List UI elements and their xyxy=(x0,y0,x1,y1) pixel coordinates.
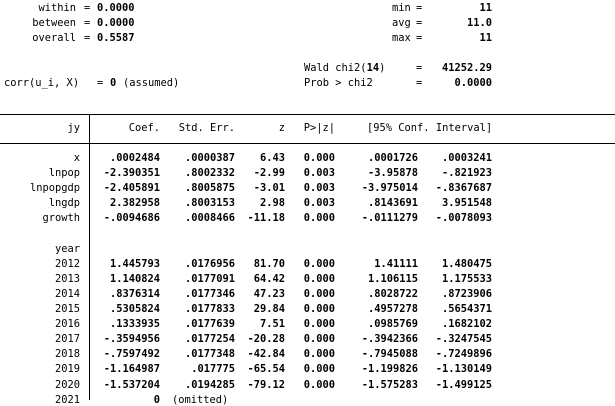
cell-p: 0.000 xyxy=(303,333,335,346)
row-label: lngdp xyxy=(48,197,80,210)
cell-ci-low: -1.575283 xyxy=(361,378,418,391)
cell-omitted-note: (omitted) xyxy=(172,393,229,406)
cell-se: .0000387 xyxy=(184,152,235,164)
cell-ci-low: -3.95878 xyxy=(367,167,418,180)
row-label: 2015 xyxy=(54,303,80,315)
cell-se: .0194285 xyxy=(184,378,235,391)
cell-z: -20.28 xyxy=(247,333,285,346)
cell-p: 0.000 xyxy=(303,363,335,376)
min-value: 11 xyxy=(479,2,492,14)
cell-ci-high: -.3247545 xyxy=(435,333,492,346)
cell-se: .0177091 xyxy=(184,272,235,285)
prob-eq: = xyxy=(416,77,423,89)
cell-se: .0008466 xyxy=(184,212,235,225)
cell-ci-low: -.7945088 xyxy=(361,348,418,361)
cell-se: .8005875 xyxy=(184,182,235,195)
cell-p: 0.000 xyxy=(303,348,335,361)
prob-value: 0.0000 xyxy=(454,77,492,89)
cell-p: 0.003 xyxy=(303,182,335,195)
wald-label: Wald chi2(14) xyxy=(304,62,386,74)
overall-value: 0.5587 xyxy=(97,32,135,44)
cell-ci-low: -1.199826 xyxy=(361,363,418,376)
year-group-label: year xyxy=(54,242,80,255)
cell-z: 2.98 xyxy=(259,197,285,210)
avg-value: 11.0 xyxy=(466,17,492,29)
cell-ci-high: 1.175533 xyxy=(441,272,492,285)
cell-p: 0.000 xyxy=(303,152,335,164)
corr-eq: = xyxy=(97,77,104,89)
cell-coef: 0 xyxy=(153,393,160,406)
row-label: lnpopgdp xyxy=(29,182,80,195)
header-z: z xyxy=(278,122,285,134)
row-label: 2021 xyxy=(54,393,80,406)
row-label: growth xyxy=(42,212,80,225)
table-header-rule xyxy=(0,143,615,144)
cell-ci-high: .8723906 xyxy=(441,287,492,300)
within-label: within xyxy=(38,2,76,14)
cell-z: -42.84 xyxy=(247,348,285,361)
avg-label: avg xyxy=(392,17,411,29)
overall-label: overall xyxy=(32,32,76,44)
cell-z: -11.18 xyxy=(247,212,285,225)
cell-p: 0.000 xyxy=(303,303,335,315)
min-eq: = xyxy=(416,2,423,14)
cell-z: -2.99 xyxy=(253,167,285,180)
cell-coef: -.0094686 xyxy=(103,212,160,225)
prob-label: Prob > chi2 xyxy=(304,77,373,89)
cell-ci-low: -3.975014 xyxy=(361,182,418,195)
cell-coef: -1.537204 xyxy=(103,378,160,391)
cell-se: .8003153 xyxy=(184,197,235,210)
cell-ci-high: -1.130149 xyxy=(435,363,492,376)
cell-coef: -2.390351 xyxy=(103,167,160,180)
table-divider xyxy=(89,114,90,400)
cell-ci-high: 3.951548 xyxy=(441,197,492,210)
cell-se: .017775 xyxy=(191,363,235,376)
cell-coef: .1333935 xyxy=(109,318,160,331)
cell-coef: .0002484 xyxy=(109,152,160,164)
cell-ci-low: .8028722 xyxy=(367,287,418,300)
row-label: 2014 xyxy=(54,287,80,300)
cell-se: .0177348 xyxy=(184,348,235,361)
row-label: 2012 xyxy=(54,257,80,270)
cell-se: .0177254 xyxy=(184,333,235,346)
cell-p: 0.000 xyxy=(303,212,335,225)
cell-ci-low: -.0111279 xyxy=(361,212,418,225)
cell-ci-high: -.0078093 xyxy=(435,212,492,225)
max-eq: = xyxy=(416,32,423,44)
row-label: lnpop xyxy=(48,167,80,180)
row-label: 2017 xyxy=(54,333,80,346)
row-label: 2013 xyxy=(54,272,80,285)
cell-ci-low: .0001726 xyxy=(367,152,418,164)
cell-coef: -.7597492 xyxy=(103,348,160,361)
cell-coef: 1.140824 xyxy=(109,272,160,285)
cell-ci-high: .0003241 xyxy=(441,152,492,164)
cell-ci-low: -.3942366 xyxy=(361,333,418,346)
within-value: 0.0000 xyxy=(97,2,135,14)
cell-p: 0.000 xyxy=(303,272,335,285)
wald-eq: = xyxy=(416,62,423,74)
cell-ci-high: -.8367687 xyxy=(435,182,492,195)
cell-coef: -2.405891 xyxy=(103,182,160,195)
cell-z: -79.12 xyxy=(247,378,285,391)
cell-ci-low: .4957278 xyxy=(367,303,418,315)
avg-eq: = xyxy=(416,17,423,29)
cell-se: .0177346 xyxy=(184,287,235,300)
cell-coef: -1.164987 xyxy=(103,363,160,376)
cell-p: 0.000 xyxy=(303,378,335,391)
corr-value: 0 xyxy=(110,77,117,89)
cell-z: 64.42 xyxy=(253,272,285,285)
row-label: 2020 xyxy=(54,378,80,391)
cell-se: .0176956 xyxy=(184,257,235,270)
cell-p: 0.003 xyxy=(303,197,335,210)
cell-coef: .8376314 xyxy=(109,287,160,300)
cell-coef: .5305824 xyxy=(109,303,160,315)
cell-coef: 2.382958 xyxy=(109,197,160,210)
cell-ci-low: .8143691 xyxy=(367,197,418,210)
header-se: Std. Err. xyxy=(178,122,235,134)
cell-coef: 1.445793 xyxy=(109,257,160,270)
within-eq: = xyxy=(84,2,91,14)
depvar-label: jy xyxy=(67,122,80,134)
row-label: x xyxy=(73,152,80,164)
header-coef: Coef. xyxy=(128,122,160,134)
cell-ci-low: 1.106115 xyxy=(367,272,418,285)
cell-z: 29.84 xyxy=(253,303,285,315)
between-eq: = xyxy=(84,17,91,29)
wald-value: 41252.29 xyxy=(441,62,492,74)
cell-z: 47.23 xyxy=(253,287,285,300)
cell-se: .8002332 xyxy=(184,167,235,180)
cell-ci-high: -.7249896 xyxy=(435,348,492,361)
cell-z: 6.43 xyxy=(259,152,285,164)
cell-p: 0.000 xyxy=(303,318,335,331)
cell-se: .0177833 xyxy=(184,303,235,315)
header-ci: [95% Conf. Interval] xyxy=(367,122,493,134)
cell-z: -65.54 xyxy=(247,363,285,376)
row-label: 2019 xyxy=(54,363,80,376)
cell-ci-high: 1.480475 xyxy=(441,257,492,270)
cell-z: -3.01 xyxy=(253,182,285,195)
cell-z: 7.51 xyxy=(259,318,285,331)
corr-note: (assumed) xyxy=(123,77,180,89)
table-top-rule xyxy=(0,114,615,115)
cell-p: 0.000 xyxy=(303,287,335,300)
between-value: 0.0000 xyxy=(97,17,135,29)
row-label: 2018 xyxy=(54,348,80,361)
cell-ci-high: .5654371 xyxy=(441,303,492,315)
cell-coef: -.3594956 xyxy=(103,333,160,346)
cell-se: .0177639 xyxy=(184,318,235,331)
cell-p: 0.000 xyxy=(303,257,335,270)
between-label: between xyxy=(32,17,76,29)
corr-label: corr(u_i, X) xyxy=(4,77,80,89)
min-label: min xyxy=(392,2,411,14)
cell-ci-low: .0985769 xyxy=(367,318,418,331)
max-value: 11 xyxy=(479,32,492,44)
cell-ci-low: 1.41111 xyxy=(374,257,418,270)
max-label: max xyxy=(392,32,411,44)
cell-ci-high: -.821923 xyxy=(441,167,492,180)
row-label: 2016 xyxy=(54,318,80,331)
cell-z: 81.70 xyxy=(253,257,285,270)
header-p: P>|z| xyxy=(303,122,335,134)
cell-p: 0.003 xyxy=(303,167,335,180)
overall-eq: = xyxy=(84,32,91,44)
cell-ci-high: .1682102 xyxy=(441,318,492,331)
cell-ci-high: -1.499125 xyxy=(435,378,492,391)
